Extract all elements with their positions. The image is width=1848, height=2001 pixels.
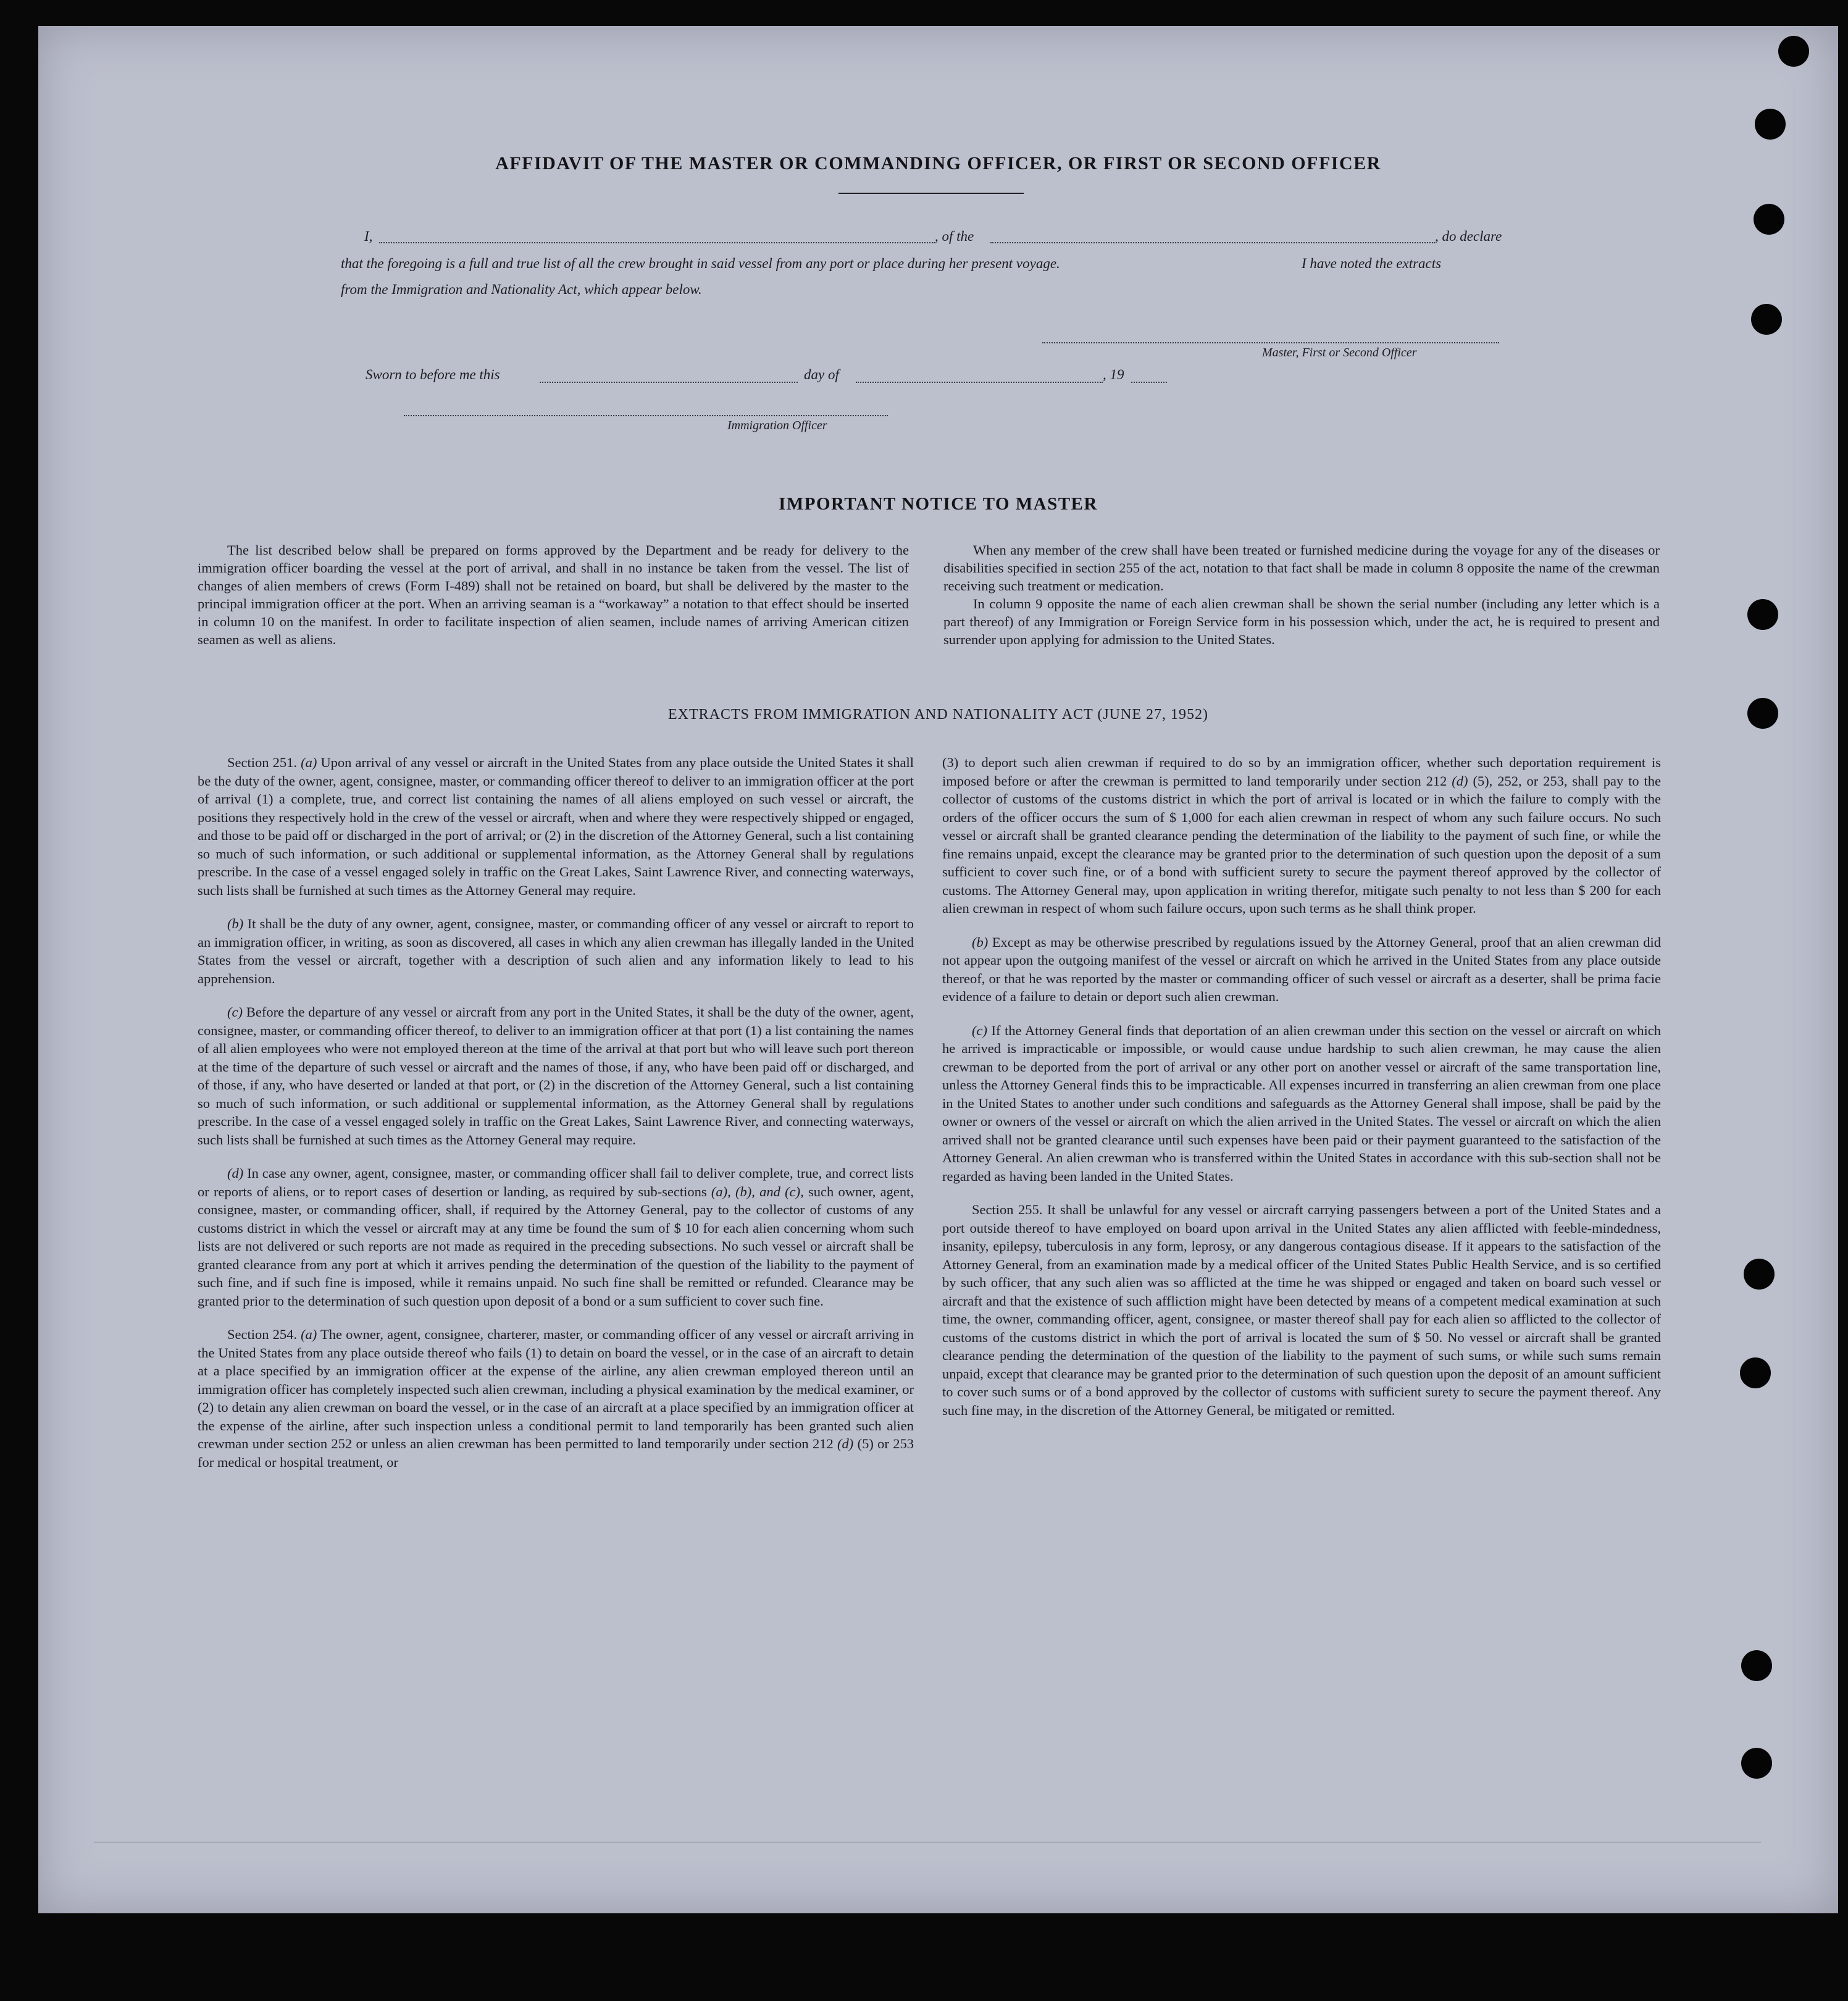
section-251d: (d) In case any owner, agent, consignee, master, or commanding officer shall fail to deliver complete, true, and correct lists or reports of aliens, or to report cases of desertion or landing, as required by sub-sections (a), (b), and (c), such owner, agent, consignee, master, or commanding officer, shall, if required by the Attorney General, pay to the collector of customs of any customs district in which the vessel or aircraft may at any time be found the sum of $ 10 for each alien concerning whom such lists are not delivered or such reports are not made as required in the preceding subsections. No such vessel or aircraft shall be granted clearance from any port at which it arrives pending the determination of the question of the liability to the payment of such fine, and if such fine is imposed, while it remains unpaid. No such fine shall be remitted or refunded. Clearance may be granted prior to the determination of such question upon deposit of a bond or a sum sufficient to cover such fine.: [198, 1165, 914, 1309]
notice-left-paragraph: The list described below shall be prepared on forms approved by the Department and be ready for delivery to the immigration officer boarding the vessel at the port of arrival, and shall in no instance be taken from the vessel. The list of changes of alien members of crews (Form I-489) shall not be retained on board, but shall be delivered by the master to the principal immigration officer at the port. When an arriving seaman is a “workaway” a notation to that effect should be inserted in column 10 on the manifest. In order to facilitate inspection of alien seamen, include names of arriving American citizen seamen as well as aliens.: [198, 542, 909, 647]
section-251c: (c) Before the departure of any vessel or aircraft from any port in the United States, it shall be the duty of the owner, agent, consignee, master, or commanding officer thereof, to deliver to an immigration officer at that port (1) a list containing the names of all alien employees who were not employed thereon at the time of the arrival at that port but who will leave such port thereon at the time of the departure of such vessel or aircraft and the names of those, if any, who have been paid off or discharged, and of those, if any, who have deserted or landed at that port, or (2) in the discretion of the Attorney General, such a list containing so much of such information, or such additional or supplemental information, as the Attorney General shall by regulations prescribe. In the case of a vessel engaged solely in traffic on the Great Lakes, Saint Lawrence River, and connecting waterways, such lists shall be furnished at such times as the Attorney General may require.: [198, 1004, 914, 1147]
section-254a: Section 254. (a) The owner, agent, consignee, charterer, master, or commanding officer of any vessel or aircraft arriving in the United States from any place outside thereof who fails (1) to detain on board the vessel, or in the case of an aircraft to detain at a place specified by an immigration officer at the expense of the airline, any alien crewman employed thereon until an immigration officer has completely inspected such alien crewman, including a physical examination by the medical examiner, or (2) to detain any alien crewman on board the vessel, or in the case of an aircraft at a place specified by an immigration officer at the expense of the airline, after such inspection unless a conditional permit to land temporarily has been granted such alien crewman under section 252 or unless an alien crewman has been permitted to land temporarily under section 212 (d) (5) or 253 for medical or hospital treatment, or: [198, 1327, 914, 1470]
bleed-through-stamp-area: [532, 1829, 542, 1858]
affidavit-extracts-text: I have noted the extracts: [1302, 256, 1442, 271]
master-signature-line[interactable]: [1042, 342, 1499, 343]
punch-hole: [1744, 1259, 1775, 1290]
sworn-label: Sworn to before me this: [366, 367, 500, 382]
master-name-field[interactable]: [379, 242, 935, 243]
section-251a: Section 251. (a) Upon arrival of any vessel or aircraft in the United States from any place outside the United States it shall be the duty of the owner, agent, consignee, master, or commanding officer thereof to deliver to an immigration officer at the port of arrival (1) a complete, true, and correct list containing the names of all aliens employed on such vessel or aircraft, the positions they respectively hold in the crew of the vessel or aircraft, when and where they were respectively shipped or engaged, and those to be paid off or discharged in the port of arrival; or (2) in the discretion of the Attorney General, such a list containing so much of such information, or such additional or supplemental information, as the Attorney General shall by regulations prescribe. In the case of a vessel engaged solely in traffic on the Great Lakes, Saint Lawrence River, and connecting waterways, such lists shall be furnished at such times as the Attorney General may require.: [198, 755, 914, 898]
notice-left-column: [198, 541, 909, 648]
affidavit-do-declare-label: , do declare: [1435, 229, 1502, 244]
affidavit-i-label: I,: [364, 229, 373, 244]
notice-right-paragraph-1: When any member of the crew shall have been treated or furnished medicine during the voyage for any of the diseases or disabilities specified in section 255 of the act, notation to that fact shall be made in column 8 opposite the name of the crewman receiving such treatment or medication.: [943, 542, 1660, 594]
vessel-name-field[interactable]: [990, 242, 1435, 243]
punch-hole: [1778, 36, 1809, 67]
document-page: [38, 26, 1838, 1913]
section-254a-continued: (3) to deport such alien crewman if required to do so by an immigration officer, whether such deportation requirement is imposed before or after the crewman is permitted to land temporarily under section 212 (d) (5), 252, or 253, shall pay to the collector of customs of the customs district in which the port of arrival is located or in which the failure to comply with the orders of the officer occurs the sum of $ 1,000 for each alien crewman in respect of whom any such failure occurs. No such vessel or aircraft shall be granted clearance pending the determination of the liability to the payment of such fine, or while the fine remains unpaid, except the clearance may be granted prior to the determination of such question upon the deposit of a sum sufficient to cover such fine, or of a bond with sufficient surety to secure the payment thereof approved by the collector of customs. The Attorney General may, upon application in writing therefor, mitigate such penalty to not less than $ 200 for each alien crewman in respect of whom such failure occurs, upon such terms as he shall think proper.: [942, 755, 1662, 916]
signature-caption: Master, First or Second Officer: [1262, 346, 1417, 359]
section-254c: (c) If the Attorney General finds that deportation of an alien crewman under this section on the vessel or aircraft on which he arrived is impracticable or impossible, or would cause undue hardship to such alien crewman, he may cause the alien crewman to be deported from the port of arrival or any other port on another vessel or aircraft of the same transportation line, unless the Attorney General finds this to be impracticable. All expenses incurred in transferring an alien crewman from one place in the United States to another under such conditions and safeguards as the Attorney General shall impose, shall be paid by the owner or owners of the vessel or aircraft on which the alien arrived in the United States. The vessel or aircraft on which the alien arrived shall not be granted clearance until such expenses have been paid or their payment guaranteed to the satisfaction of the Attorney General. An alien crewman who is transferred within the United States in accordance with this sub-section shall not be regarded as having been landed in the United States.: [942, 1022, 1661, 1184]
punch-hole: [1751, 304, 1782, 335]
sworn-day-field[interactable]: [540, 382, 798, 383]
extracts-left-column: [198, 753, 914, 1471]
bottom-bleed-line: [94, 1842, 1761, 1843]
punch-hole: [1747, 698, 1778, 729]
affidavit-title: AFFIDAVIT OF THE MASTER OR COMMANDING OFFICER, OR FIRST OR SECOND OFFICER: [495, 153, 1381, 174]
sworn-month-field[interactable]: [856, 382, 1103, 383]
section-251b: (b) It shall be the duty of any owner, agent, consignee, master, or commanding officer of any vessel or aircraft to report to an immigration officer, in writing, as soon as discovered, all cases in which any alien crewman has illegally landed in the United States from the vessel or aircraft, together with a description of such alien and any information likely to lead to his apprehension.: [198, 916, 914, 986]
section-255: Section 255. It shall be unlawful for any vessel or aircraft carrying passengers between a port of the United States and a port outside thereof to have employed on board upon arrival in the United States any alien afflicted with feeble-mindedness, insanity, epilepsy, tuberculosis in any form, leprosy, or any dangerous contagious disease. If it appears to the satisfaction of the Attorney General, from an examination made by a medical officer of the United States Public Health Service, and is so certified by such officer, that any such alien was so afflicted at the time he was shipped or engaged and taken on board such vessel or aircraft and that the existence of such affliction might have been detected by means of a competent medical examination at such time, the owner, commanding officer, agent, consignee, or master thereof shall pay for each alien so afflicted to the collector of customs of the customs district in which the port of arrival is located the sum of $ 50. No vessel or aircraft shall be granted clearance pending the determination of the question of the liability to the payment of such sums, or while such sums remain unpaid, except that clearance may be granted prior to the determination of such question upon the deposit of an amount sufficient to cover such sums or of a bond approved by the collector of customs with sufficient surety to secure the payment thereof. Any such fine may, in the discretion of the Attorney General, be mitigated or remitted.: [942, 1202, 1661, 1418]
section-254b: (b) Except as may be otherwise prescribed by regulations issued by the Attorney General, proof that an alien crewman did not appear upon the outgoing manifest of the vessel or aircraft on which he arrived in the United States from any place outside thereof, or that he was reported by the master or commanding officer of such vessel or aircraft as a deserter, shall be prima facie evidence of a failure to detain or deport such alien crewman.: [942, 934, 1662, 1004]
notice-right-column: [943, 541, 1660, 648]
sworn-year-field[interactable]: [1131, 382, 1167, 383]
day-of-label: day of: [804, 367, 839, 382]
year-label: , 19: [1103, 367, 1124, 382]
affidavit-of-the-label: , of the: [935, 229, 974, 244]
punch-hole: [1755, 109, 1786, 140]
immigration-officer-signature-line[interactable]: [404, 415, 888, 416]
affidavit-declaration-text: that the foregoing is a full and true list of all the crew brought in said vessel from any port or place during her present voyage.: [341, 256, 1060, 271]
extracts-title: EXTRACTS FROM IMMIGRATION AND NATIONALITY ACT (JUNE 27, 1952): [668, 707, 1208, 723]
affidavit-act-reference: from the Immigration and Nationality Act, which appear below.: [341, 282, 702, 297]
punch-hole: [1754, 204, 1784, 235]
notice-right-paragraph-2: In column 9 opposite the name of each alien crewman shall be shown the serial number (including any letter which is a part thereof) of any Immigration or Foreign Service form in his possession which, under the act, he is required to present and surrender upon applying for admission to the United States.: [943, 596, 1660, 647]
punch-hole: [1747, 599, 1778, 630]
punch-hole: [1740, 1357, 1771, 1388]
punch-hole: [1741, 1650, 1772, 1681]
punch-hole: [1741, 1748, 1772, 1779]
title-underline: [838, 193, 1024, 194]
bleed-through-header: [298, 105, 308, 136]
immigration-officer-caption: Immigration Officer: [727, 419, 827, 432]
notice-title: IMPORTANT NOTICE TO MASTER: [779, 494, 1098, 514]
extracts-right-column: [942, 753, 1661, 1419]
